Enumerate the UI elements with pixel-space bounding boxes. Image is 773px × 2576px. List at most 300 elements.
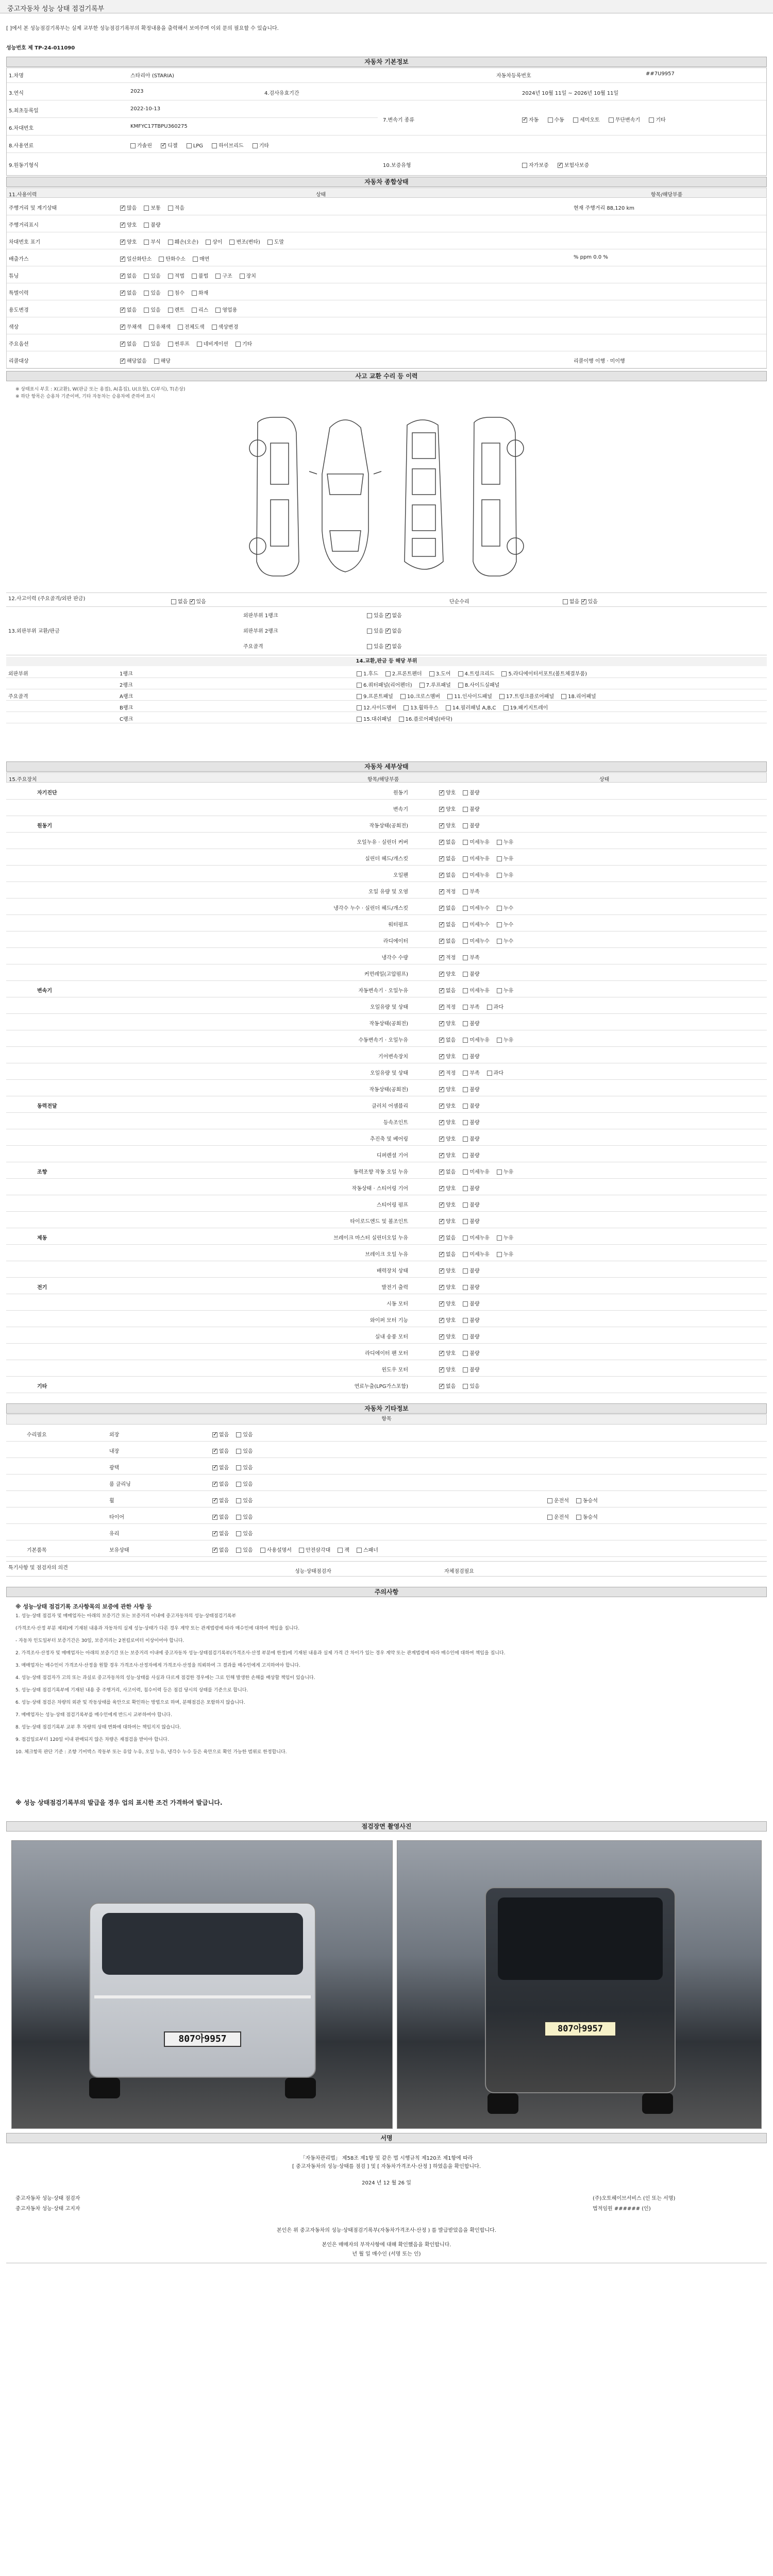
- option-item: ✓ 양호: [439, 1052, 456, 1060]
- checkbox-icon: [463, 1038, 468, 1043]
- frame-rank: A랭크: [120, 694, 133, 700]
- other-table: [6, 1425, 767, 1557]
- checkbox-icon: [439, 1367, 444, 1372]
- checkbox-icon: [212, 325, 217, 330]
- option-item: 누유: [497, 986, 513, 994]
- checkbox-icon: [240, 274, 245, 279]
- option-item: ✓ 없음: [439, 937, 456, 944]
- detail-status: [439, 1134, 487, 1142]
- checkbox-icon: [120, 291, 125, 296]
- detail-row: [6, 1360, 767, 1377]
- option-item: 7.루프패널: [419, 681, 451, 688]
- detail-row: [6, 816, 767, 833]
- valid-value: 2024년 10월 11일 ~ 2026년 10월 11일: [522, 91, 619, 96]
- detail-row: [6, 981, 767, 997]
- option-item: ✓ 없음: [212, 1513, 229, 1520]
- option-item: 불량: [463, 1052, 479, 1060]
- option-item: ✓ 없음: [120, 340, 137, 347]
- option-item: 12.사이드멤버: [357, 703, 396, 711]
- option-item: 미세누유: [463, 1036, 490, 1043]
- option-item: 불법: [192, 272, 208, 279]
- option-item: ✓ 양호: [439, 1085, 456, 1093]
- option-item: ✓ 없음: [439, 1167, 456, 1175]
- option-item: 불량: [144, 221, 160, 228]
- checkbox-icon: [497, 1252, 502, 1257]
- reg-value: ##7U9957: [646, 71, 675, 77]
- detail-row: [6, 1344, 767, 1360]
- option-item: ✓ 양호: [439, 1316, 456, 1324]
- plate-rear: 807아9957: [544, 2021, 616, 2037]
- option-item: ✓ 양호: [439, 1118, 456, 1126]
- checkbox-icon: [120, 359, 125, 364]
- detail-item: 배력장치 상태: [376, 1268, 408, 1274]
- checkbox-icon: [463, 790, 468, 795]
- detail-row: [6, 1129, 767, 1146]
- option-item: ✓ 양호: [439, 1283, 456, 1291]
- summary-row: [7, 334, 766, 351]
- checkbox-icon: [212, 1531, 217, 1536]
- detail-status: [439, 1332, 487, 1340]
- caution-line: (가격조사·산정 부분 제외)에 기재된 내용과 자동차의 실제 성능·상태가 다른 경우 계약 또는 관계법령에 따라 매수인에 대하여 책임을 집니다.: [15, 1626, 300, 1631]
- caution-line: 8. 성능·상태 점검기록부 교부 후 차량의 상태 변화에 대하여는 책임지지 않습니다.: [15, 1725, 181, 1730]
- summary-table: [6, 198, 767, 369]
- photo-rear: [397, 1840, 762, 2129]
- checkbox-icon: [120, 325, 125, 330]
- detail-row: [6, 1162, 767, 1179]
- option-item: 17.트렁크플로어패널: [499, 692, 554, 700]
- checkbox-icon: [144, 291, 149, 296]
- option-item: 누수: [497, 920, 513, 928]
- checkbox-icon: [463, 1071, 468, 1076]
- checkbox-icon: [499, 694, 505, 699]
- option-item: ✓ 양호: [439, 1184, 456, 1192]
- other-row: [6, 1458, 767, 1475]
- detail-status: [439, 805, 487, 812]
- summary-row: [7, 351, 766, 368]
- option-item: ✓ 없음: [212, 1463, 229, 1471]
- detail-status: [439, 1233, 520, 1241]
- detail-row: [6, 1146, 767, 1162]
- checkbox-icon: [446, 705, 451, 710]
- sign-notifier-value: 법적임원 ###### (인): [593, 2206, 651, 2212]
- option-item: ✓ 없음: [120, 272, 137, 279]
- other-item: 광택: [109, 1465, 120, 1471]
- warranty-options: 자가보증 ✓ 보험사보증: [522, 161, 596, 168]
- checkbox-icon: [497, 1235, 502, 1241]
- option-item: ✓ 양호: [439, 805, 456, 812]
- option-item: 16.플로어패널(바닥): [399, 715, 452, 722]
- frame-items: [357, 692, 603, 700]
- frame-rank: C랭크: [120, 717, 133, 722]
- option-item: 8.사이드실패널: [458, 681, 500, 688]
- checkbox-icon: [463, 873, 468, 878]
- option-item: 3.도어: [429, 669, 451, 677]
- checkbox-icon: [497, 856, 502, 861]
- option-item: ✓ 무채색: [120, 323, 142, 330]
- other-item: 보유상태: [109, 1548, 129, 1553]
- checkbox-icon: [463, 972, 468, 977]
- frame-title: 14.교환,판금 등 해당 부위: [6, 657, 767, 666]
- section-detail: 자동차 세부상태: [6, 761, 767, 772]
- option-item: 있음: [463, 1382, 479, 1389]
- cert-label: 성능번호 제: [6, 45, 33, 51]
- checkbox-icon: [463, 1252, 468, 1257]
- other-side: [547, 1496, 605, 1504]
- detail-item: 디퍼렌셜 기어: [376, 1153, 408, 1159]
- detail-row: [6, 1228, 767, 1245]
- checkbox-icon: [463, 1219, 468, 1224]
- option-item: 보통: [144, 204, 160, 211]
- cert-number: [6, 43, 75, 51]
- option-item: ✓ 양호: [120, 238, 137, 245]
- option-item: 불량: [463, 1365, 479, 1373]
- checkbox-icon: [439, 1071, 444, 1076]
- checkbox-icon: [439, 939, 444, 944]
- option-item: ✓ 해당없음: [120, 357, 147, 364]
- detail-item: 냉각수 누수 · 실린더 헤드/개스킷: [333, 906, 408, 911]
- option-item: ✓ 양호: [439, 1151, 456, 1159]
- option-item: 불량: [463, 1316, 479, 1324]
- checkbox-icon: [212, 1515, 217, 1520]
- frame-row: [6, 701, 767, 712]
- detail-status: [439, 1069, 511, 1076]
- detail-item: 라디에이터 팬 모터: [365, 1351, 408, 1357]
- checkbox-icon: [215, 308, 221, 313]
- option-item: ✓ 없음: [439, 1233, 456, 1241]
- checkbox-icon: [439, 1384, 444, 1389]
- summary-row: [7, 249, 766, 266]
- option-item: 9.프론트패널: [357, 692, 393, 700]
- detail-status: [439, 1003, 511, 1010]
- checkbox-icon: [463, 1186, 468, 1191]
- checkbox-icon: [547, 1498, 552, 1503]
- caution-line: 3. 매매업자는 매수인이 가격조사·산정을 원할 경우 가격조사·산정자에게 가격조사·산정을 의뢰하여 그 결과를 매수인에게 고지하여야 합니다.: [15, 1663, 300, 1668]
- detail-item: 작동상태 · 스티어링 기어: [351, 1186, 408, 1192]
- checkbox-icon: [439, 823, 444, 828]
- option-item: ✓ 없음: [212, 1546, 229, 1553]
- checkbox-icon: [497, 988, 502, 993]
- detail-status: [439, 986, 520, 994]
- checkbox-icon: [439, 1202, 444, 1208]
- option-item: 있음: [144, 340, 160, 347]
- option-item: 미세누유: [463, 838, 490, 845]
- option-item: 적법: [168, 272, 184, 279]
- checkbox-icon: [439, 1301, 444, 1307]
- notice-text: [ ]에서 본 성능점검기록부는 실제 교부한 성능점검기록부의 확정내용을 출력해서 보여주며 이외 문의 필요할 수 있습니다.: [6, 26, 279, 31]
- checkbox-icon: [497, 906, 502, 911]
- checkbox-icon: [168, 240, 173, 245]
- option-item: 있음: [236, 1430, 253, 1438]
- checkbox-icon: [497, 1038, 502, 1043]
- detail-item: 발전기 출력: [381, 1285, 408, 1291]
- summary-row-label: 차대번호 표기: [9, 240, 41, 245]
- checkbox-icon: [120, 342, 125, 347]
- option-item: 14.필러패널 A,B,C: [446, 703, 496, 711]
- checkbox-icon: [439, 1153, 444, 1158]
- detail-status: [439, 1019, 487, 1027]
- checkbox-icon: [463, 840, 468, 845]
- checkbox-icon: [168, 206, 173, 211]
- option-item: 동승석: [576, 1496, 598, 1504]
- option-item: 미세누수: [463, 937, 490, 944]
- section-summary: 자동차 종합상태: [6, 177, 767, 187]
- detail-item: 실린더 헤드/개스킷: [365, 856, 408, 862]
- summary-row-extra: 리콜이행 이행 · 미이행: [574, 359, 625, 364]
- checkbox-icon: [144, 206, 149, 211]
- option-item: 과다: [487, 1069, 503, 1076]
- frame-items: [357, 669, 594, 677]
- other-status: [212, 1430, 260, 1438]
- other-item: 외장: [109, 1432, 120, 1438]
- other-item: 내장: [109, 1449, 120, 1454]
- frame-row: [6, 667, 767, 678]
- checkbox-icon: [193, 257, 198, 262]
- option-item: 불량: [463, 1332, 479, 1340]
- section-basic-info: 자동차 기본정보: [6, 57, 767, 67]
- detail-item: 오일 유량 및 오염: [368, 889, 408, 895]
- caution-line: 10. 체크항목 판단 기준 : 조향 기어박스 작동부 또는 유압 누유, 오일 누유, 냉각수 누수 등은 육안으로 확인 가능한 범위로 한정합니다.: [15, 1750, 287, 1755]
- detail-row: [6, 1311, 767, 1327]
- other-item: 타이어: [109, 1515, 124, 1520]
- detail-group: 조향: [37, 1170, 47, 1175]
- option-item: ✓ 없음: [439, 904, 456, 911]
- option-item: ✓ 많음: [120, 204, 137, 211]
- detail-item: 자동변속기 · 오일누유: [358, 988, 408, 994]
- option-item: 5.라디에이터서포트(볼트체결부품): [501, 669, 587, 677]
- detail-row: [6, 882, 767, 899]
- checkbox-icon: [439, 790, 444, 795]
- option-item: 미세누수: [463, 920, 490, 928]
- detail-item: 타이로드엔드 및 볼조인트: [350, 1219, 408, 1225]
- checkbox-icon: [229, 240, 234, 245]
- checkbox-icon: [267, 240, 273, 245]
- name-label: 1.차명: [9, 73, 24, 79]
- checkbox-icon: [463, 1351, 468, 1356]
- checkbox-icon: [439, 840, 444, 845]
- summary-row-options: [120, 306, 244, 313]
- photo-front: [11, 1840, 393, 2129]
- detail-row: [6, 1245, 767, 1261]
- detail-item: 커먼레일(고압펌프): [364, 972, 408, 977]
- detail-item: 기어변속장치: [378, 1054, 408, 1060]
- checkbox-icon: [497, 873, 502, 878]
- option-item: 불량: [463, 1349, 479, 1357]
- other-group: 기본품목: [27, 1548, 47, 1553]
- option-item: 부족: [463, 953, 479, 961]
- detail-item: 오일유량 및 상태: [370, 1005, 408, 1010]
- option-item: ✓ 없음: [212, 1447, 229, 1454]
- detail-row: [6, 800, 767, 816]
- checkbox-icon: [212, 1465, 217, 1470]
- vin-value: KMFYC17TBPU360275: [130, 124, 188, 129]
- option-item: 11.인사이드패널: [447, 692, 492, 700]
- car-right-side-view: [473, 417, 524, 576]
- checkbox-icon: [439, 1285, 444, 1290]
- other-row: [6, 1507, 767, 1524]
- checkbox-icon: [357, 683, 362, 688]
- detail-row: [6, 849, 767, 866]
- checkbox-icon: [439, 1351, 444, 1356]
- detail-status: [439, 1382, 487, 1389]
- summary-header: 11.사용이력 상태 항목/해당부품: [6, 188, 767, 198]
- option-item: ✓ 일산화탄소: [120, 255, 152, 262]
- option-item: 부족: [463, 1003, 479, 1010]
- other-row: [6, 1425, 767, 1442]
- summary-row-options: [120, 255, 216, 262]
- option-item: 있음: [236, 1447, 253, 1454]
- checkbox-icon: [439, 955, 444, 960]
- option-item: 불량: [463, 1184, 479, 1192]
- caution-final: ※ 성능 상태점검기록부의 발급을 경우 업의 표시한 조건 가격하여 발급니다.: [15, 1799, 223, 1806]
- detail-item: 브레이크 오일 누유: [365, 1252, 408, 1258]
- summary-row-label: 특별이력: [9, 291, 29, 296]
- checkbox-icon: [439, 1235, 444, 1241]
- option-item: 15.대쉬패널: [357, 715, 392, 722]
- checkbox-icon: [439, 873, 444, 878]
- option-item: ✓ 양호: [120, 221, 137, 228]
- detail-item: 원동기: [393, 790, 408, 796]
- detail-item: 작동상태(공회전): [369, 1021, 408, 1027]
- checkbox-icon: [144, 342, 149, 347]
- caution-line: 4. 성능·상태 점검자가 고의 또는 과실로 중고자동차의 성능·상태를 사실과 다르게 점검한 경우에는 그로 인해 발생한 손해를 배상할 책임이 있습니다.: [15, 1675, 315, 1681]
- other-row: [6, 1442, 767, 1458]
- frame-rank: 1랭크: [120, 671, 133, 677]
- other-status: [212, 1529, 260, 1537]
- other-header: 항목: [6, 1414, 767, 1425]
- option-item: 유채색: [149, 323, 171, 330]
- option-item: ✓ 양호: [439, 821, 456, 829]
- checkbox-icon: [236, 1515, 241, 1520]
- detail-group: 동력전달: [37, 1104, 57, 1109]
- detail-item: 시동 모터: [386, 1301, 408, 1307]
- document-title: 중고자동차 성능 상태 점검기록부: [0, 0, 773, 13]
- first-reg-label: 5.최초등록일: [9, 108, 39, 114]
- option-item: 누수: [497, 937, 513, 944]
- detail-status: [439, 1283, 487, 1291]
- checkbox-icon: [463, 1235, 468, 1241]
- option-item: ✓ 없음: [439, 986, 456, 994]
- detail-status: [439, 1101, 487, 1109]
- detail-row: [6, 997, 767, 1014]
- checkbox-icon: [463, 955, 468, 960]
- checkbox-icon: [463, 1005, 468, 1010]
- checkbox-icon: [439, 1054, 444, 1059]
- summary-row-label: 색상: [9, 325, 19, 330]
- sign-confirm-1: 본인은 위 중고자동차의 성능·상태점검기록부(자동차가격조사·산정 ) 를 발급받았음을 확인합니다.: [277, 2228, 496, 2233]
- sign-buyer: 년 월 일 매수인 (서명 또는 인): [352, 2251, 421, 2257]
- sign-confirm-2: 본인은 매매자의 부작사항에 대해 확인했음을 확인합니다.: [322, 2242, 451, 2248]
- option-item: 불량: [463, 1085, 479, 1093]
- detail-row: [6, 964, 767, 981]
- detail-header: 15.주요장치 항목/해당부품 상태: [6, 772, 767, 783]
- checkbox-icon: [120, 308, 125, 313]
- checkbox-icon: [236, 1465, 241, 1470]
- detail-item: 와이퍼 모터 기능: [370, 1318, 408, 1324]
- checkbox-icon: [178, 325, 183, 330]
- checkbox-icon: [154, 359, 159, 364]
- detail-item: 작동상태(공회전): [369, 1087, 408, 1093]
- checkbox-icon: [439, 856, 444, 861]
- summary-row: [7, 283, 766, 300]
- detail-row: [6, 931, 767, 948]
- summary-row-label: 주행거리 및 계기상태: [9, 206, 57, 211]
- detail-group: 전기: [37, 1285, 47, 1291]
- option-item: 썬루프: [168, 340, 190, 347]
- other-row: [6, 1475, 767, 1491]
- other-status: [212, 1513, 260, 1520]
- detail-row: [6, 1212, 767, 1228]
- option-item: 해당: [154, 357, 171, 364]
- checkbox-icon: [463, 1054, 468, 1059]
- checkbox-icon: [212, 1449, 217, 1454]
- option-item: ✓ 없음: [212, 1496, 229, 1504]
- caution-title: ※ 성능·상태 점검기록 조사항목의 보증에 관한 사항 등: [15, 1603, 152, 1610]
- option-item: 기타: [236, 340, 252, 347]
- option-item: ✓ 없음: [439, 1382, 456, 1389]
- option-item: 전체도색: [178, 323, 205, 330]
- fuel-label: 8.사용연료: [9, 143, 34, 149]
- detail-row: [6, 783, 767, 800]
- checkbox-icon: [260, 1548, 265, 1553]
- cert-value: TP-24-011090: [35, 45, 75, 51]
- frame-group: 주요골격: [8, 694, 28, 700]
- caution-line: 9. 점검일로부터 120일 이내 판매되지 않은 차량은 재점검을 받아야 합니다.: [15, 1737, 169, 1742]
- checkbox-icon: [439, 1120, 444, 1125]
- damage-legend: ※ 상태표시 부호 : X(교환), W(판금 또는 용접), A(흠집), U(요철), C(부식), T(손상): [15, 387, 186, 392]
- summary-row: [7, 198, 766, 215]
- section-caution: 주의사항: [6, 1587, 767, 1597]
- checkbox-icon: [561, 694, 566, 699]
- detail-row: [6, 1030, 767, 1047]
- checkbox-icon: [439, 1137, 444, 1142]
- option-item: 운전석: [547, 1496, 569, 1504]
- detail-item: 스티어링 펌프: [376, 1202, 408, 1208]
- detail-status: [439, 1266, 487, 1274]
- option-item: ✓ 적정: [439, 953, 456, 961]
- checkbox-icon: [439, 1087, 444, 1092]
- trans-options: ✓ 자동 수동 세미오토 무단변속기 기타: [522, 115, 673, 123]
- detail-item: 라디에이터: [383, 939, 408, 944]
- checkbox-icon: [463, 889, 468, 894]
- checkbox-icon: [497, 922, 502, 927]
- detail-status: [439, 854, 520, 862]
- option-item: ✓ 없음: [120, 289, 137, 296]
- summary-row-extra: 현재 주행거리 88,120 km: [574, 206, 635, 211]
- option-item: 부족: [463, 887, 479, 895]
- summary-row-options: [120, 289, 215, 296]
- sign-date: 2024 년 12 월 26 일: [362, 2180, 411, 2186]
- detail-status: [439, 1036, 520, 1043]
- detail-status: [439, 1052, 487, 1060]
- checkbox-icon: [144, 274, 149, 279]
- first-reg-value: 2022-10-13: [130, 106, 161, 112]
- checkbox-icon: [236, 1498, 241, 1503]
- checkbox-icon: [497, 840, 502, 845]
- detail-item: 실내 송풍 모터: [375, 1334, 408, 1340]
- detail-table: [6, 783, 767, 1393]
- checkbox-icon: [463, 1137, 468, 1142]
- detail-item: 냉각수 수량: [381, 955, 408, 961]
- option-item: ✓ 양호: [439, 1266, 456, 1274]
- option-item: 미세누유: [463, 1167, 490, 1175]
- option-item: 있음: [144, 306, 160, 313]
- option-item: ✓ 양호: [439, 1217, 456, 1225]
- checkbox-icon: [439, 1186, 444, 1191]
- detail-item: 변속기: [393, 807, 408, 812]
- summary-row-options: [120, 221, 168, 228]
- detail-status: [439, 1316, 487, 1324]
- checkbox-icon: [168, 291, 173, 296]
